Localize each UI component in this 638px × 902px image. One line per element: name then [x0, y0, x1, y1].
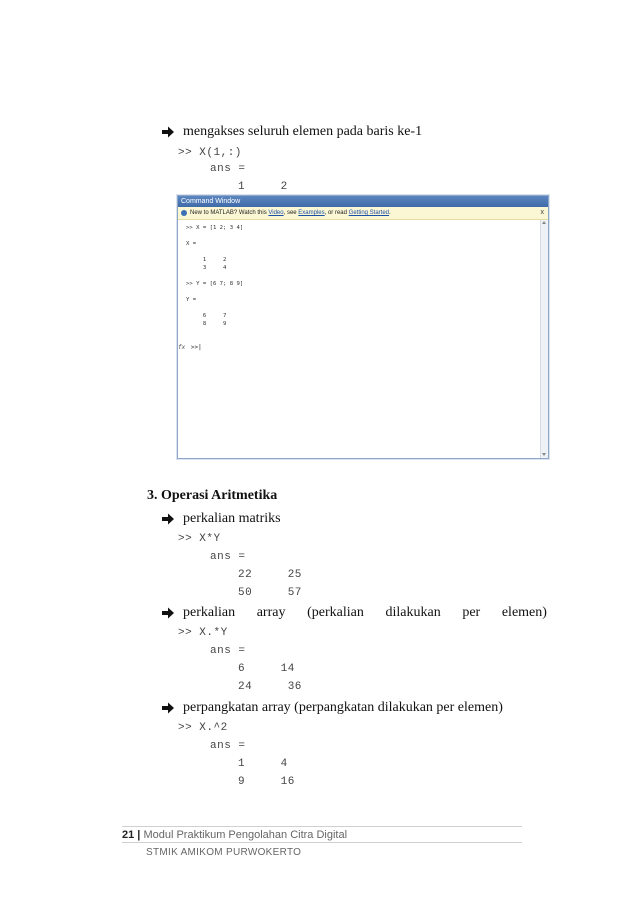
- getting-started-link[interactable]: Getting Started: [348, 210, 390, 216]
- result-row: 1 4: [238, 758, 288, 770]
- bullet-word: elemen): [501, 605, 547, 620]
- info-icon: [181, 210, 187, 216]
- footer-separator: |: [134, 829, 144, 841]
- ans-label: ans =: [210, 163, 246, 175]
- bullet-word: per: [462, 605, 481, 620]
- bullet-word: array: [256, 605, 286, 620]
- video-link[interactable]: Video: [268, 210, 284, 216]
- bullet-item: [161, 605, 547, 621]
- footer-divider: [122, 842, 522, 843]
- arrow-right-icon: [161, 701, 175, 715]
- arrow-right-icon: [161, 606, 175, 620]
- result-row: 9 16: [238, 776, 295, 788]
- footer-institution: STMIK AMIKOM PURWOKERTO: [146, 847, 302, 858]
- bullet-item: [161, 124, 422, 140]
- result-row: 50 57: [238, 587, 302, 599]
- prompt-symbol: >>: [190, 344, 199, 351]
- footer-divider: [122, 826, 522, 827]
- arrow-right-icon: [161, 512, 175, 526]
- scroll-down-icon[interactable]: [542, 453, 546, 456]
- scroll-up-icon[interactable]: [542, 221, 546, 224]
- info-text: .: [389, 210, 391, 216]
- matlab-command: >> X.^2: [178, 722, 228, 734]
- result-row: 22 25: [238, 569, 302, 581]
- bullet-text: mengakses seluruh elemen pada baris ke-1: [183, 124, 423, 139]
- bullet-text: perkalian matriks: [183, 511, 281, 526]
- bullet-item: [161, 700, 503, 716]
- result-row: 1 2: [238, 181, 288, 193]
- page-number: 21: [122, 829, 135, 841]
- info-bar: [178, 207, 548, 220]
- bullet-word: dilakukan: [385, 605, 441, 620]
- ans-label: ans =: [210, 645, 246, 657]
- ans-label: ans =: [210, 551, 246, 563]
- close-icon[interactable]: x: [540, 209, 544, 216]
- info-text: New to MATLAB? Watch this: [190, 210, 269, 216]
- bullet-item: [161, 511, 281, 527]
- result-row: 24 36: [238, 681, 302, 693]
- examples-link[interactable]: Examples: [298, 210, 325, 216]
- info-text: , or read: [324, 210, 349, 216]
- matlab-command: >> X*Y: [178, 533, 221, 545]
- page-footer: [122, 829, 347, 841]
- info-text: , see: [283, 210, 299, 216]
- section-heading: 3. Operasi Aritmetika: [147, 488, 278, 503]
- bullet-text: perpangkatan array (perpangkatan dilakukan per elemen): [183, 700, 503, 715]
- scrollbar[interactable]: [540, 220, 548, 458]
- bullet-word: (perkalian: [307, 605, 364, 620]
- command-window-output: >> X = [1 2; 3 4] X = 1 2 3 4 >> Y = [6 7; 8 9] Y = 6 7 8 9: [186, 225, 244, 327]
- arrow-right-icon: [161, 125, 175, 139]
- bullet-word: perkalian: [183, 605, 236, 620]
- bullet-text: [183, 605, 547, 621]
- ans-label: ans =: [210, 740, 246, 752]
- command-prompt[interactable]: fx >>|: [178, 344, 202, 351]
- result-row: 6 14: [238, 663, 295, 675]
- matlab-command: >> X.*Y: [178, 627, 228, 639]
- footer-title: Modul Praktikum Pengolahan Citra Digital: [143, 829, 348, 841]
- matlab-command: >> X(1,:): [178, 147, 242, 159]
- command-window-title: Command Window: [178, 196, 548, 207]
- command-window-screenshot: [177, 195, 549, 459]
- fx-icon[interactable]: fx: [178, 344, 186, 351]
